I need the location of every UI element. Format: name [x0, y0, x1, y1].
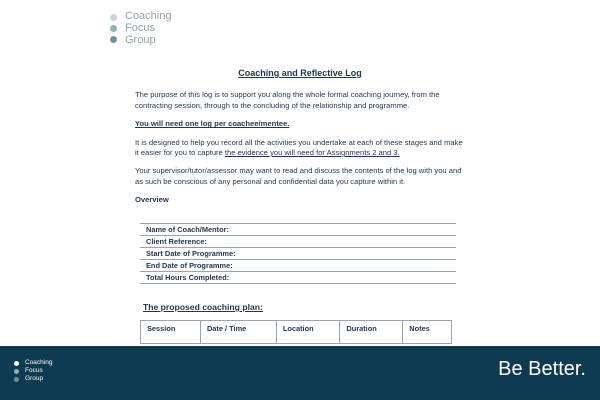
overview-field: Start Date of Programme:: [140, 248, 456, 260]
logo-dot: [110, 25, 117, 32]
logo-line: Coaching: [125, 10, 172, 22]
table-row: [140, 236, 456, 248]
logo-line: Group: [125, 34, 156, 46]
table-row: [140, 224, 456, 236]
document-title: Coaching and Reflective Log: [238, 68, 362, 78]
footer-banner: [0, 346, 600, 400]
plan-table: [140, 320, 452, 344]
design-paragraph: [135, 138, 465, 159]
column-header: Session: [141, 321, 201, 344]
plan-heading: The proposed coaching plan:: [143, 302, 263, 312]
overview-field: Total Hours Completed:: [140, 272, 456, 284]
column-header: Date / Time: [200, 321, 276, 344]
supervisor-paragraph: Your supervisor/tutor/assessor may want to read and discuss the contents of the log with you and as such be conscious of any personal and confidential data you capture within it.: [135, 166, 462, 186]
logo-dot: [14, 361, 19, 366]
overview-field: Name of Coach/Mentor:: [140, 224, 456, 236]
logo-line: Coaching: [25, 359, 53, 366]
tagline: Be Better.: [498, 358, 586, 380]
logo-dot: [110, 36, 117, 43]
overview-field: Client Reference:: [140, 236, 456, 248]
one-log-note: You will need one log per coachee/mentee.: [135, 119, 290, 129]
column-header: Duration: [340, 321, 403, 344]
table-header-row: [141, 321, 452, 344]
purpose-paragraph: The purpose of this log is to support you along the whole formal coaching journey, from the contracting session, through to the concluding of the relationship and programme.: [135, 90, 440, 110]
table-row: [140, 248, 456, 260]
design-text: It is designed to help you record all the activities you undertake at each of these stages and make it easier for you to capture: [135, 137, 463, 158]
logo-dots-icon: [14, 361, 19, 382]
logo-line: Group: [25, 375, 44, 382]
logo-dot: [14, 377, 19, 382]
overview-field: End Date of Programme:: [140, 260, 456, 272]
table-row: [140, 272, 456, 284]
column-header: Notes: [403, 321, 452, 344]
brand-logo: [110, 10, 171, 46]
table-row: [140, 260, 456, 272]
document-body: [135, 68, 465, 212]
logo-line: Focus: [25, 367, 43, 374]
footer-logo: [14, 359, 52, 383]
overview-table: [140, 223, 456, 284]
overview-heading: Overview: [135, 195, 169, 205]
footer-wordmark: [25, 359, 52, 383]
logo-line: Focus: [125, 22, 155, 34]
column-header: Location: [276, 321, 340, 344]
logo-dots-icon: [110, 14, 117, 43]
logo-dot: [14, 369, 19, 374]
logo-dot: [110, 14, 117, 21]
logo-wordmark: [125, 10, 171, 46]
evidence-link[interactable]: the evidence you will need for Assignments 2 and 3.: [224, 148, 400, 158]
